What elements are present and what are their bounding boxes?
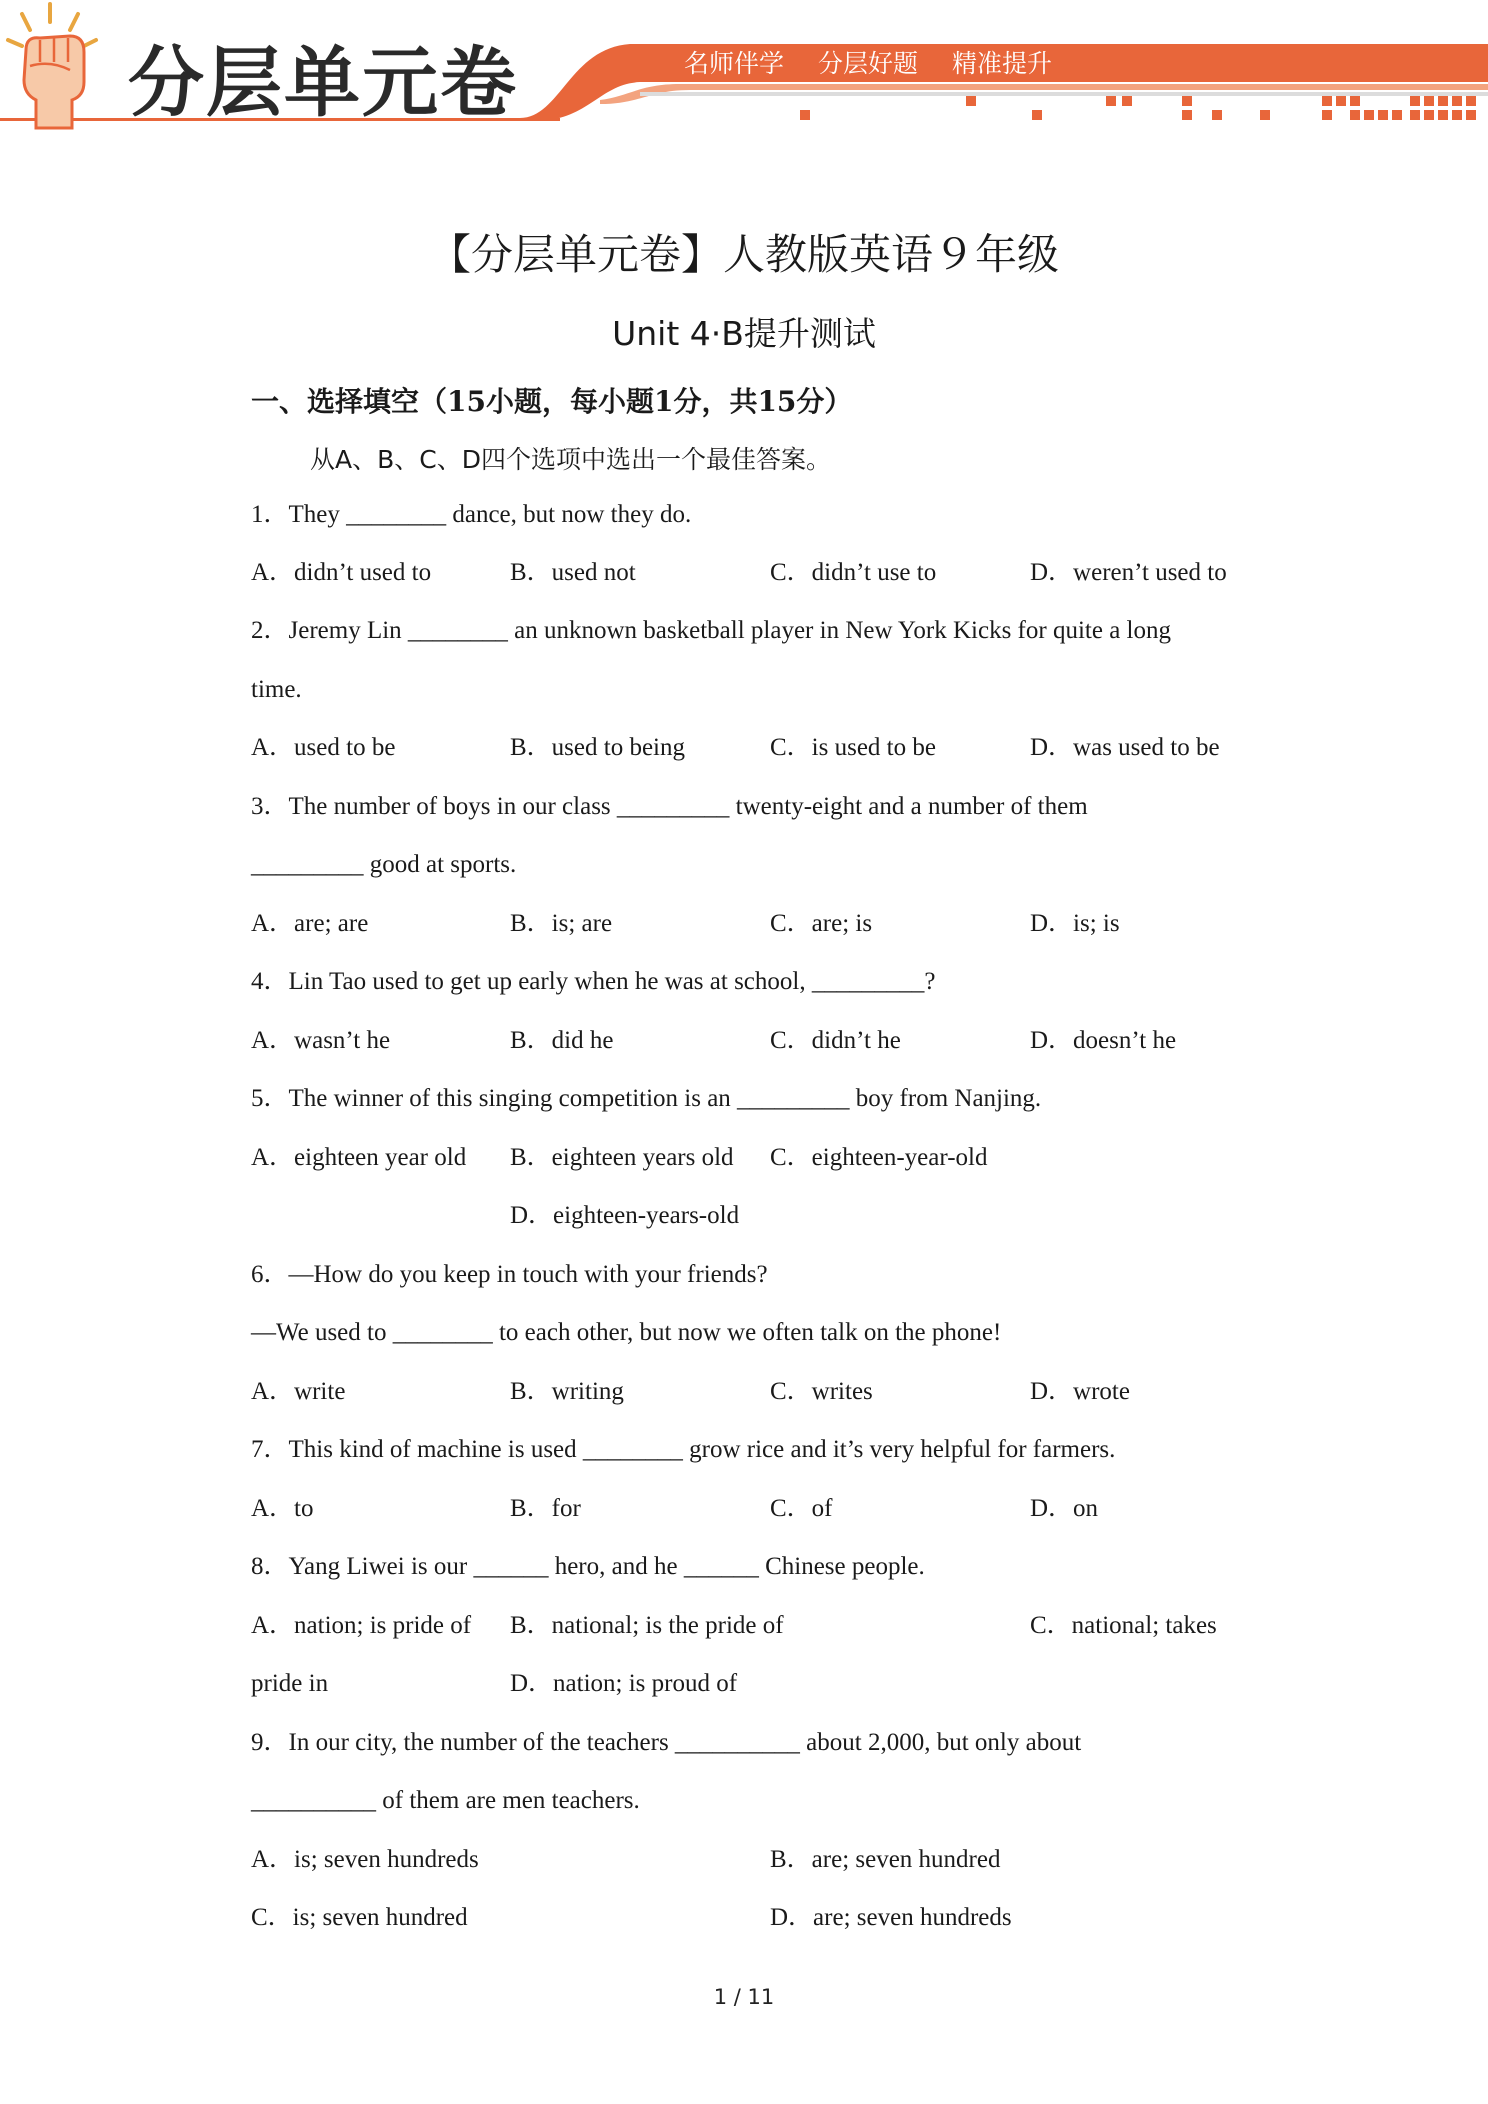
question-4-option-c: C．didn’t he — [770, 1027, 901, 1054]
question-3-option-b: B．is; are — [510, 910, 613, 937]
question-8-option-c: C．national; takes — [1030, 1612, 1217, 1639]
question-2-stem: 2．Jeremy Lin ________ an unknown basketball player in New York Kicks for quite a long — [251, 617, 1171, 644]
question-6-option-c: C．writes — [770, 1378, 873, 1405]
question-2-stem-cont: time. — [251, 676, 302, 703]
question-6-stem: 6．—How do you keep in touch with your friends? — [251, 1261, 768, 1288]
question-2-option-d: D．was used to be — [1030, 734, 1220, 761]
question-5-stem: 5．The winner of this singing competition is an _________ boy from Nanjing. — [251, 1085, 1042, 1112]
question-9-option-a: A．is; seven hundreds — [251, 1846, 479, 1873]
slogan-3: 精准提升 — [951, 49, 1052, 78]
section-instruction: 从A、B、C、D四个选项中选出一个最佳答案。 — [310, 445, 831, 474]
question-7-option-b: B．for — [510, 1495, 581, 1522]
question-3-stem: 3．The number of boys in our class _________ twenty-eight and a number of them — [251, 793, 1088, 820]
question-9-stem-cont: __________ of them are men teachers. — [251, 1787, 640, 1814]
fist-icon — [0, 0, 110, 130]
document-title: 【分层单元卷】人教版英语９年级 — [428, 230, 1059, 279]
question-1-option-a: A．didn’t used to — [251, 559, 432, 586]
document-subtitle: Unit 4·B提升测试 — [612, 314, 876, 353]
question-9-option-c: C．is; seven hundred — [251, 1904, 468, 1931]
question-6-stem-cont: —We used to ________ to each other, but now we often talk on the phone! — [251, 1319, 1002, 1346]
question-9-stem: 9．In our city, the number of the teachers __________ about 2,000, but only about — [251, 1729, 1082, 1756]
question-7-option-d: D．on — [1030, 1495, 1099, 1522]
brand-title: 分层单元卷 — [128, 38, 518, 127]
question-2-option-c: C．is used to be — [770, 734, 936, 761]
question-5-option-c: C．eighteen-year-old — [770, 1144, 988, 1171]
question-4-stem: 4．Lin Tao used to get up early when he was at school, _________? — [251, 968, 936, 995]
question-8-stem: 8．Yang Liwei is our ______ hero, and he ______ Chinese people. — [251, 1553, 925, 1580]
question-3-option-a: A．are; are — [251, 910, 369, 937]
question-7-option-a: A．to — [251, 1495, 314, 1522]
question-2-option-a: A．used to be — [251, 734, 396, 761]
question-9-option-d: D．are; seven hundreds — [770, 1904, 1012, 1931]
question-4-option-a: A．wasn’t he — [251, 1027, 391, 1054]
question-5-option-a: A．eighteen year old — [251, 1144, 467, 1171]
question-5-option-d: D．eighteen-years-old — [510, 1202, 740, 1229]
question-5-option-b: B．eighteen years old — [510, 1144, 734, 1171]
question-9-option-b: B．are; seven hundred — [770, 1846, 1001, 1873]
question-8-option-a: A．nation; is pride of — [251, 1612, 472, 1639]
slogan — [684, 44, 1078, 80]
question-1-option-d: D．weren’t used to — [1030, 559, 1227, 586]
question-3-stem-cont: _________ good at sports. — [251, 851, 517, 878]
section-heading: 一、选择填空（15小题，每小题1分，共15分） — [251, 385, 853, 418]
page-number: 1 / 11 — [713, 1985, 775, 2009]
header-banner — [0, 0, 1488, 150]
question-6-option-a: A．write — [251, 1378, 346, 1405]
question-4-option-b: B．did he — [510, 1027, 614, 1054]
question-4-option-d: D．doesn’t he — [1030, 1027, 1177, 1054]
question-6-option-b: B．writing — [510, 1378, 624, 1405]
slogan-1: 名师伴学 — [684, 49, 785, 78]
question-8-option-d: D．nation; is proud of — [510, 1670, 738, 1697]
question-8-option-c-cont: pride in — [251, 1670, 329, 1697]
question-2-option-b: B．used to being — [510, 734, 685, 761]
question-3-option-c: C．are; is — [770, 910, 873, 937]
question-1-option-c: C．didn’t use to — [770, 559, 937, 586]
slogan-2: 分层好题 — [817, 49, 918, 78]
question-1-stem: 1．They ________ dance, but now they do. — [251, 501, 692, 528]
question-3-option-d: D．is; is — [1030, 910, 1120, 937]
question-1-option-b: B．used not — [510, 559, 636, 586]
question-7-stem: 7．This kind of machine is used ________ grow rice and it’s very helpful for farmers. — [251, 1436, 1116, 1463]
question-7-option-c: C．of — [770, 1495, 833, 1522]
question-6-option-d: D．wrote — [1030, 1378, 1130, 1405]
question-8-option-b: B．national; is the pride of — [510, 1612, 784, 1639]
